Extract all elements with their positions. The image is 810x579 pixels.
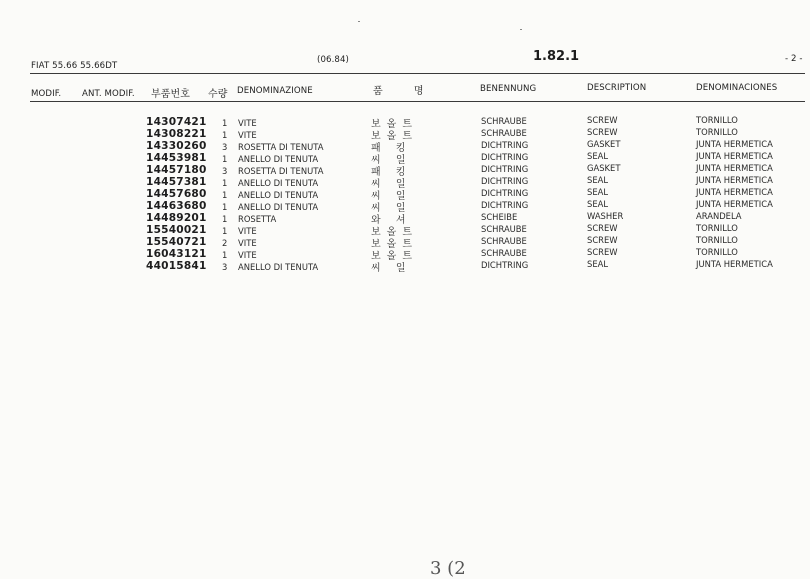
description: SEAL bbox=[587, 187, 609, 197]
quantity: 1 bbox=[222, 178, 228, 188]
model-title: FIAT 55.66 55.66DT bbox=[31, 61, 118, 71]
table-row bbox=[0, 260, 810, 272]
part-number: 14330260 bbox=[146, 140, 207, 152]
benennung: DICHTRING bbox=[481, 260, 529, 270]
denominacion: JUNTA HERMETICA bbox=[696, 259, 773, 269]
quantity: 3 bbox=[222, 262, 228, 272]
header-bottom-rule bbox=[30, 101, 805, 102]
denominazione: ANELLO DI TENUTA bbox=[238, 178, 319, 188]
denominazione: ROSETTA DI TENUTA bbox=[238, 142, 324, 152]
benennung: DICHTRING bbox=[481, 176, 529, 186]
quantity: 2 bbox=[222, 238, 228, 248]
benennung: DICHTRING bbox=[481, 152, 529, 162]
denominacion: ARANDELA bbox=[696, 211, 742, 221]
col-benennung: BENENNUNG bbox=[480, 84, 537, 94]
header-top-rule bbox=[30, 73, 805, 74]
quantity: 1 bbox=[222, 118, 228, 128]
part-number: 14457180 bbox=[146, 164, 207, 176]
part-number: 14453981 bbox=[146, 152, 207, 164]
col-ant-modif: ANT. MODIF. bbox=[82, 89, 135, 99]
part-number: 44015841 bbox=[146, 260, 207, 272]
part-number: 14463680 bbox=[146, 200, 207, 212]
quantity: 1 bbox=[222, 202, 228, 212]
denominazione: ANELLO DI TENUTA bbox=[238, 190, 319, 200]
description: GASKET bbox=[587, 163, 621, 173]
page-number: - 2 - bbox=[785, 54, 803, 64]
col-description: DESCRIPTION bbox=[587, 83, 647, 93]
col-modif: MODIF. bbox=[31, 89, 62, 99]
col-name-kr: 품 명 bbox=[373, 86, 438, 97]
korean-name: 씨 일 bbox=[371, 179, 412, 190]
korean-name: 씨 일 bbox=[371, 263, 412, 274]
denominacion: TORNILLO bbox=[696, 247, 738, 257]
benennung: DICHTRING bbox=[481, 140, 529, 150]
col-denominaciones: DENOMINACIONES bbox=[696, 83, 778, 93]
korean-name: 패 킹 bbox=[371, 143, 412, 154]
edition-date: (06.84) bbox=[317, 55, 350, 65]
denominazione: ANELLO DI TENUTA bbox=[238, 154, 319, 164]
quantity: 3 bbox=[222, 166, 228, 176]
part-number: 15540721 bbox=[146, 236, 207, 248]
part-number: 14489201 bbox=[146, 212, 207, 224]
korean-name: 와 셔 bbox=[371, 215, 412, 226]
benennung: DICHTRING bbox=[481, 188, 529, 198]
description: SEAL bbox=[587, 259, 609, 269]
denominazione: VITE bbox=[238, 226, 257, 236]
part-number: 15540021 bbox=[146, 224, 207, 236]
denominazione: ANELLO DI TENUTA bbox=[238, 202, 319, 212]
denominacion: TORNILLO bbox=[696, 223, 738, 233]
korean-name: 보올트 bbox=[371, 131, 418, 142]
benennung: SCHRAUBE bbox=[481, 236, 527, 246]
benennung: SCHRAUBE bbox=[481, 128, 527, 138]
scan-speck bbox=[358, 21, 360, 22]
description: SEAL bbox=[587, 151, 609, 161]
quantity: 1 bbox=[222, 154, 228, 164]
col-part-number-kr: 부품번호 bbox=[151, 89, 191, 100]
denominacion: TORNILLO bbox=[696, 235, 738, 245]
description: SEAL bbox=[587, 199, 609, 209]
description: SCREW bbox=[587, 115, 618, 125]
quantity: 1 bbox=[222, 226, 228, 236]
korean-name: 보올트 bbox=[371, 227, 418, 238]
denominacion: JUNTA HERMETICA bbox=[696, 199, 773, 209]
benennung: DICHTRING bbox=[481, 200, 529, 210]
part-number: 14457680 bbox=[146, 188, 207, 200]
benennung: SCHRAUBE bbox=[481, 248, 527, 258]
korean-name: 씨 일 bbox=[371, 155, 412, 166]
section-code: 1.82.1 bbox=[533, 49, 580, 64]
denominazione: ANELLO DI TENUTA bbox=[238, 262, 319, 272]
quantity: 1 bbox=[222, 214, 228, 224]
part-number: 14308221 bbox=[146, 128, 207, 140]
korean-name: 씨 일 bbox=[371, 203, 412, 214]
denominazione: ROSETTA DI TENUTA bbox=[238, 166, 324, 176]
benennung: SCHRAUBE bbox=[481, 116, 527, 126]
description: SCREW bbox=[587, 247, 618, 257]
denominacion: JUNTA HERMETICA bbox=[696, 151, 773, 161]
denominazione: VITE bbox=[238, 130, 257, 140]
part-number: 16043121 bbox=[146, 248, 207, 260]
denominazione: VITE bbox=[238, 250, 257, 260]
part-number: 14307421 bbox=[146, 116, 207, 128]
denominazione: ROSETTA bbox=[238, 214, 277, 224]
korean-name: 보올트 bbox=[371, 119, 418, 130]
description: SEAL bbox=[587, 175, 609, 185]
description: SCREW bbox=[587, 223, 618, 233]
benennung: SCHEIBE bbox=[481, 212, 518, 222]
quantity: 1 bbox=[222, 250, 228, 260]
handwritten-page-mark: 3 (2 bbox=[430, 558, 466, 579]
korean-name: 패 킹 bbox=[371, 167, 412, 178]
quantity: 3 bbox=[222, 142, 228, 152]
description: GASKET bbox=[587, 139, 621, 149]
description: SCREW bbox=[587, 127, 618, 137]
description: SCREW bbox=[587, 235, 618, 245]
quantity: 1 bbox=[222, 130, 228, 140]
denominacion: JUNTA HERMETICA bbox=[696, 163, 773, 173]
denominacion: TORNILLO bbox=[696, 115, 738, 125]
korean-name: 씨 일 bbox=[371, 191, 412, 202]
denominacion: JUNTA HERMETICA bbox=[696, 175, 773, 185]
description: WASHER bbox=[587, 211, 624, 221]
korean-name: 보올트 bbox=[371, 239, 418, 250]
denominazione: VITE bbox=[238, 118, 257, 128]
benennung: SCHRAUBE bbox=[481, 224, 527, 234]
col-quantity-kr: 수량 bbox=[208, 89, 228, 100]
denominacion: JUNTA HERMETICA bbox=[696, 139, 773, 149]
part-number: 14457381 bbox=[146, 176, 207, 188]
korean-name: 보올트 bbox=[371, 251, 418, 262]
denominacion: JUNTA HERMETICA bbox=[696, 187, 773, 197]
denominazione: VITE bbox=[238, 238, 257, 248]
denominacion: TORNILLO bbox=[696, 127, 738, 137]
benennung: DICHTRING bbox=[481, 164, 529, 174]
scan-speck bbox=[520, 29, 522, 30]
col-denominazione: DENOMINAZIONE bbox=[237, 86, 313, 96]
quantity: 1 bbox=[222, 190, 228, 200]
